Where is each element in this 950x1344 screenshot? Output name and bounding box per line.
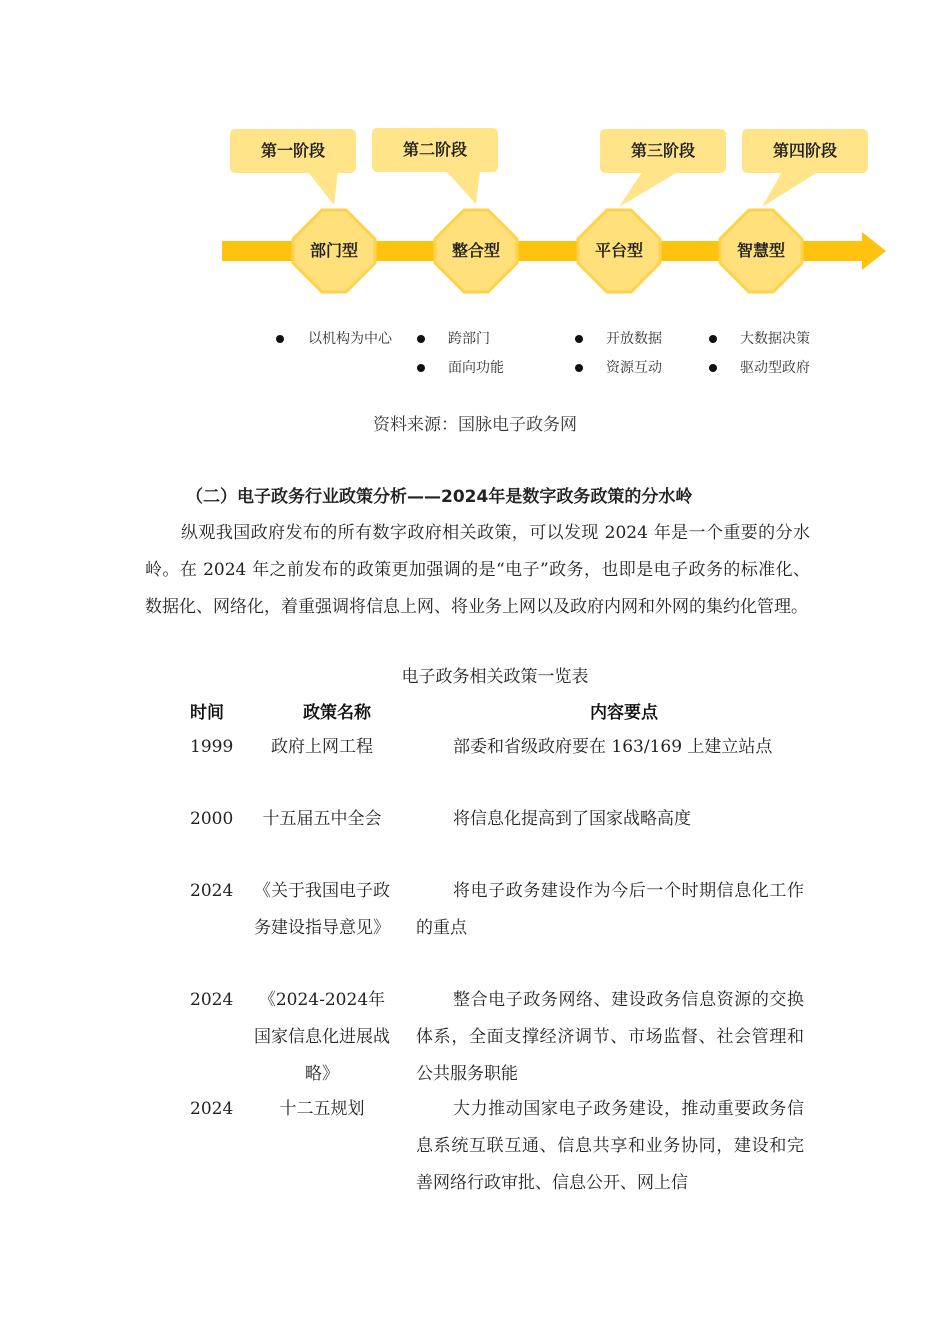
bullet-dot-icon xyxy=(709,335,717,343)
cell-policy-name: 十二五规划 xyxy=(279,1099,365,1119)
stage-1-label: 第一阶段 xyxy=(260,141,325,160)
bullet-dot-icon xyxy=(709,364,717,372)
cell-key-points: 将电子政务建设作为今后一个时期信息化工作的重点 xyxy=(416,881,804,938)
bullet-dot-icon xyxy=(417,335,425,343)
cell-year: 2024 xyxy=(190,881,234,901)
cell-key-points: 整合电子政务网络、建设政务信息资源的交换体系，全面支撑经济调节、市场监督、社会管理和公共服务职能 xyxy=(416,990,804,1084)
cell-year: 2024 xyxy=(190,990,234,1010)
figure-source: 资料来源：国脉电子政务网 xyxy=(373,415,577,435)
stage-4-label: 第四阶段 xyxy=(772,141,837,160)
col-header-time: 时间 xyxy=(190,703,224,723)
cell-policy-name: 《2024-2024年国家信息化进展战略》 xyxy=(254,990,390,1084)
stage-3-type: 平台型 xyxy=(594,241,643,260)
cell-policy-name: 政府上网工程 xyxy=(271,737,373,757)
cell-key-points: 大力推动国家电子政务建设，推动重要政务信息系统互联互通、信息共享和业务协同，建设和完善网络行政审批、信息公开、网上信 xyxy=(416,1099,804,1193)
body-paragraph: 纵观我国政府发布的所有数字政府相关政策，可以发现 2024 年是一个重要的分水岭。在 2024 年之前发布的政策更加强调的是“电子”政务，也即是电子政务的标准化、数据化、网络化，着重强调将信息上网、将业务上网以及政府内网和外网的集约化管理。 xyxy=(145,523,810,617)
cell-year: 2000 xyxy=(190,809,234,829)
table-title: 电子政务相关政策一览表 xyxy=(401,667,589,687)
cell-policy-name: 十五届五中全会 xyxy=(262,809,382,829)
bullet-dot-icon xyxy=(276,335,284,343)
stage-3-label: 第三阶段 xyxy=(630,141,695,160)
cell-key-points: 部委和省级政府要在 163/169 上建立站点 xyxy=(453,737,773,757)
bullet-dot-icon xyxy=(417,364,425,372)
stage-4-type: 智慧型 xyxy=(736,241,785,260)
cell-key-points: 将信息化提高到了国家战略高度 xyxy=(453,809,691,829)
cell-year: 1999 xyxy=(190,737,234,757)
stage-diagram: 第一阶段 第二阶段 第三阶段 第四阶段 部门型 整合型 平台型 智慧型 以机构为中心 跨部门 面向功能 开放数据 资源互动 大数据决策 驱动型政府 xyxy=(0,0,950,400)
bullet-dot-icon xyxy=(575,335,583,343)
cell-policy-name: 《关于我国电子政务建设指导意见》 xyxy=(254,881,390,938)
timeline-arrow-head xyxy=(862,232,886,270)
stage-1-type: 部门型 xyxy=(309,241,358,260)
col-header-name: 政策名称 xyxy=(303,703,371,723)
stage-2-type: 整合型 xyxy=(451,241,500,260)
col-header-points: 内容要点 xyxy=(590,703,658,723)
stage-2-label: 第二阶段 xyxy=(402,140,467,159)
cell-year: 2024 xyxy=(190,1099,234,1119)
section-heading: （二）电子政务行业政策分析——2024年是数字政务政策的分水岭 xyxy=(186,487,693,507)
bullet-dot-icon xyxy=(575,364,583,372)
